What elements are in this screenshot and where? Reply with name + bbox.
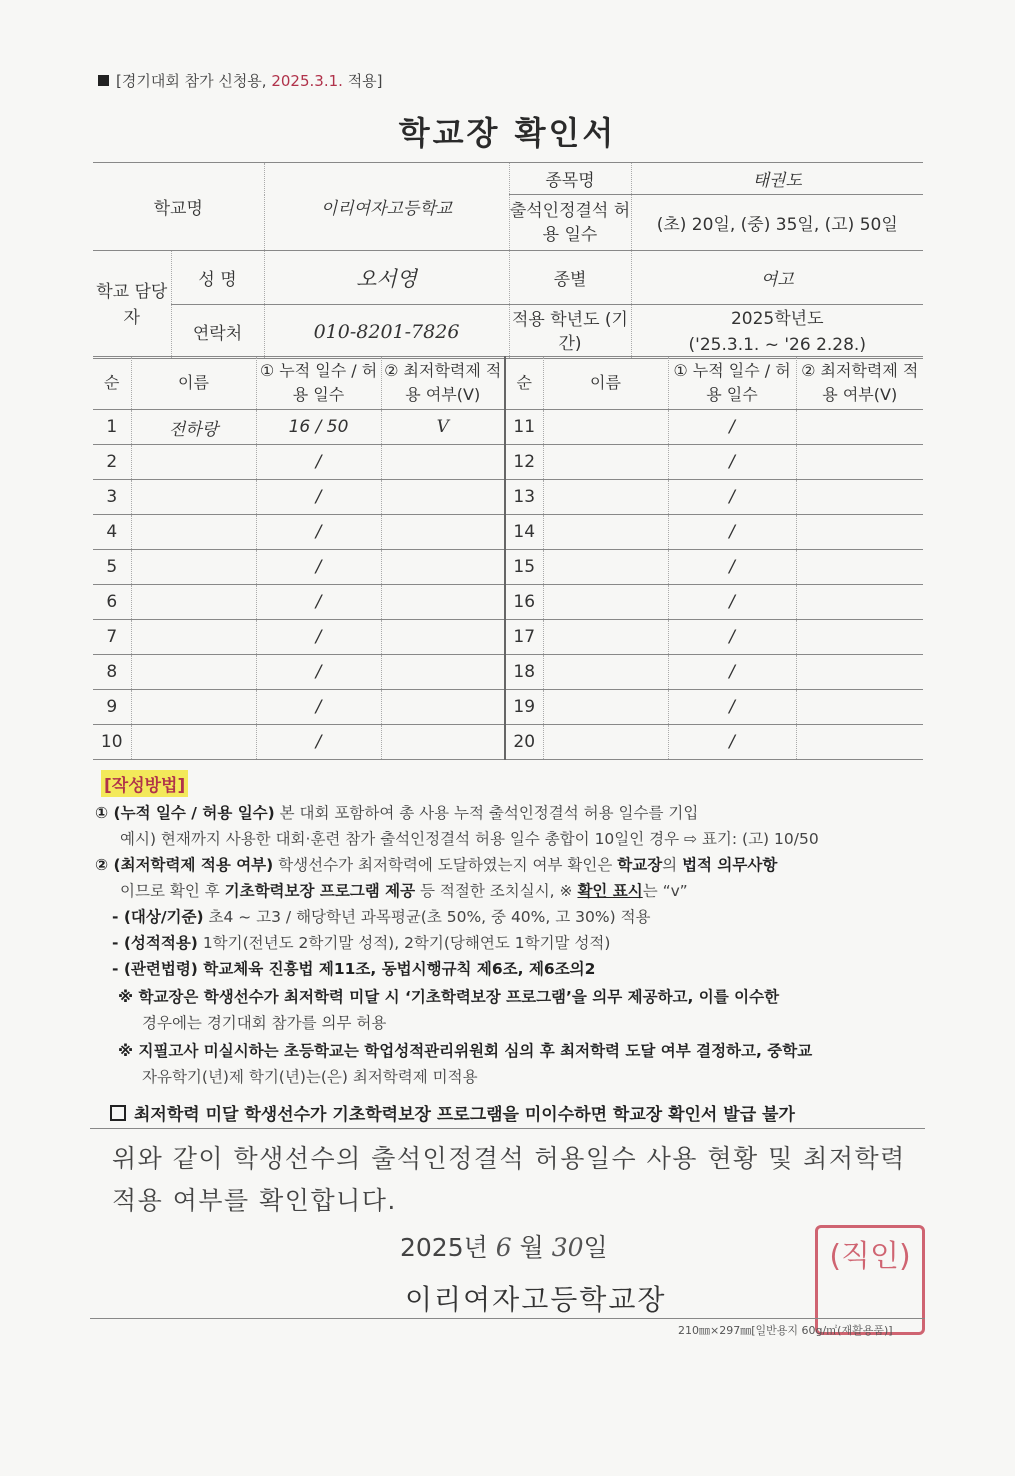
row-days: / (256, 480, 381, 515)
row-name (543, 480, 668, 515)
row-name (543, 620, 668, 655)
row-name (131, 550, 256, 585)
row-days: / (668, 690, 796, 725)
name-label: 성 명 (171, 251, 264, 305)
table-row (93, 690, 923, 725)
row-no: 9 (93, 690, 131, 725)
signing-date: 2025년 6 월 30일 (400, 1233, 608, 1262)
row-check (796, 690, 923, 725)
row-days: / (668, 655, 796, 690)
table-row (93, 620, 923, 655)
row-no: 6 (93, 585, 131, 620)
row-no: 3 (93, 480, 131, 515)
howto-title: [작성방법] (101, 770, 188, 797)
event-value: 태권도 (631, 163, 923, 195)
row-no: 10 (93, 725, 131, 760)
table-row (93, 410, 923, 445)
row-name (543, 410, 668, 445)
roster-table (93, 356, 923, 760)
row-no: 20 (505, 725, 543, 760)
gender-label: 종별 (509, 251, 631, 305)
table-row (93, 480, 923, 515)
row-no: 5 (93, 550, 131, 585)
row-days: / (668, 445, 796, 480)
row-days: / (256, 550, 381, 585)
form-tag: [경기대회 참가 신청용, 2025.3.1. 적용] (98, 70, 383, 91)
howto-example: 예시) 현재까지 사용한 대회·훈련 참가 출석인정결석 허용 일수 총합이 10일인 경우 ⇨ 표기: (고) 10/50 (120, 830, 819, 848)
table-row (93, 445, 923, 480)
howto-note-1b: 경우에는 경기대회 참가를 의무 허용 (142, 1014, 387, 1032)
row-days: / (668, 725, 796, 760)
table-row (93, 515, 923, 550)
row-days: / (668, 480, 796, 515)
howto-note-1: ※ 학교장은 학생선수가 최저학력 미달 시 ‘기초학력보장 프로그램’을 의무 제공하고, 이를 이수한 (118, 988, 780, 1006)
col-no: 순 (93, 357, 131, 410)
row-name (131, 515, 256, 550)
manager-label: 학교 담당자 (93, 251, 171, 359)
row-name (543, 690, 668, 725)
row-name (131, 585, 256, 620)
row-no: 12 (505, 445, 543, 480)
info-table (93, 162, 923, 359)
row-days: / (256, 585, 381, 620)
row-days: / (256, 690, 381, 725)
row-check (796, 445, 923, 480)
row-no: 16 (505, 585, 543, 620)
row-name: 전하랑 (131, 410, 256, 445)
row-no: 7 (93, 620, 131, 655)
year-label: 적용 학년도 (기간) (509, 305, 631, 359)
checkbox-icon (110, 1105, 126, 1121)
year-value: 2025학년도 (730, 308, 824, 329)
row-name (131, 445, 256, 480)
row-check (381, 690, 505, 725)
row-no: 14 (505, 515, 543, 550)
event-label: 종목명 (509, 163, 631, 195)
row-no: 1 (93, 410, 131, 445)
howto-bullet-3: - (관련법령) 학교체육 진흥법 제11조, 동법시행규칙 제6조, 제6조의2 (112, 960, 596, 978)
row-check (381, 655, 505, 690)
row-check (381, 620, 505, 655)
row-name (131, 655, 256, 690)
row-no: 13 (505, 480, 543, 515)
page-title: 학교장 확인서 (398, 114, 617, 152)
howto-bullet-1: - (대상/기준) 초4 ~ 고3 / 해당학년 과목평균(초 50%, 중 40%, 고 30%) 적용 (112, 908, 651, 926)
row-name (543, 515, 668, 550)
row-check (381, 725, 505, 760)
row-no: 15 (505, 550, 543, 585)
contact-label: 연락처 (171, 305, 264, 359)
divider (90, 1128, 925, 1129)
row-days: / (256, 655, 381, 690)
row-no: 2 (93, 445, 131, 480)
statement: 위와 같이 학생선수의 출석인정결석 허용일수 사용 현황 및 최저학력 적용 여부를 확인합니다. (112, 1144, 906, 1215)
row-check (796, 620, 923, 655)
name-value: 오서영 (264, 251, 509, 305)
col-days: ① 누적 일수 / 허용 일수 (256, 357, 381, 410)
row-check (796, 480, 923, 515)
col-days: ① 누적 일수 / 허용 일수 (668, 357, 796, 410)
year-cell (631, 305, 923, 359)
table-row (93, 655, 923, 690)
table-row (93, 550, 923, 585)
row-no: 17 (505, 620, 543, 655)
row-check (796, 550, 923, 585)
howto-note-2b: 자유학기(년)제 학기(년)는(은) 최저학력제 미적용 (142, 1068, 478, 1086)
col-name: 이름 (131, 357, 256, 410)
row-name (131, 725, 256, 760)
row-no: 11 (505, 410, 543, 445)
howto-line-1: ① (누적 일수 / 허용 일수) 본 대회 포함하여 총 사용 누적 출석인정결석 허용 일수를 기입 (95, 804, 699, 822)
row-days: / (668, 515, 796, 550)
row-days: / (668, 550, 796, 585)
row-no: 8 (93, 655, 131, 690)
row-name (543, 725, 668, 760)
square-bullet-icon (98, 75, 109, 86)
row-check (796, 725, 923, 760)
howto-note-2: ※ 지필고사 미실시하는 초등학교는 학업성적관리위원회 심의 후 최저학력 도달 여부 결정하고, 중학교 (118, 1042, 813, 1060)
row-name (543, 445, 668, 480)
notice: 최저학력 미달 학생선수가 기초학력보장 프로그램을 미이수하면 학교장 확인서 발급 불가 (110, 1100, 795, 1125)
row-check (381, 515, 505, 550)
col-check: ② 최저학력제 적용 여부(V) (796, 357, 923, 410)
paper-size: 210㎜×297㎜[일반용지 60g/㎡(재활용품)] (678, 1324, 893, 1337)
period-value: ('25.3.1. ~ '26 2.28.) (688, 334, 866, 355)
row-check (796, 585, 923, 620)
row-check (381, 585, 505, 620)
row-days: / (668, 585, 796, 620)
row-no: 4 (93, 515, 131, 550)
row-check: V (381, 410, 505, 445)
row-days: / (256, 445, 381, 480)
attend-value: (초) 20일, (중) 35일, (고) 50일 (631, 195, 923, 251)
row-days: / (256, 515, 381, 550)
row-check (381, 550, 505, 585)
col-no: 순 (505, 357, 543, 410)
howto-line-2: ② (최저학력제 적용 여부) 학생선수가 최저학력에 도달하였는지 여부 확인은 학교장의 법적 의무사항 (95, 856, 778, 874)
contact-value: 010-8201-7826 (264, 305, 509, 359)
howto-line-2b: 이므로 확인 후 기초학력보장 프로그램 제공 등 적절한 조치실시, ※ 확인 표시는 “v” (120, 882, 688, 900)
col-check: ② 최저학력제 적용 여부(V) (381, 357, 505, 410)
row-check (796, 410, 923, 445)
row-name (543, 585, 668, 620)
gender-value: 여고 (631, 251, 923, 305)
table-row (93, 585, 923, 620)
howto-bullet-2: - (성적적용) 1학기(전년도 2학기말 성적), 2학기(당해연도 1학기말 성적) (112, 934, 611, 952)
row-name (543, 550, 668, 585)
school-value: 이리여자고등학교 (264, 163, 509, 251)
row-name (131, 690, 256, 725)
row-name (543, 655, 668, 690)
school-label: 학교명 (93, 163, 264, 251)
row-check (796, 655, 923, 690)
row-days: 16 / 50 (256, 410, 381, 445)
table-row (93, 725, 923, 760)
row-name (131, 480, 256, 515)
official-seal: (직인) (815, 1225, 925, 1335)
row-no: 18 (505, 655, 543, 690)
col-name: 이름 (543, 357, 668, 410)
row-name (131, 620, 256, 655)
row-days: / (256, 620, 381, 655)
attend-label: 출석인정결석 허용 일수 (509, 195, 631, 251)
row-days: / (668, 410, 796, 445)
row-check (381, 480, 505, 515)
row-check (381, 445, 505, 480)
row-check (796, 515, 923, 550)
bottom-divider (90, 1318, 925, 1319)
row-days: / (668, 620, 796, 655)
principal-name: 이리여자고등학교장 (405, 1283, 667, 1316)
row-days: / (256, 725, 381, 760)
row-no: 19 (505, 690, 543, 725)
